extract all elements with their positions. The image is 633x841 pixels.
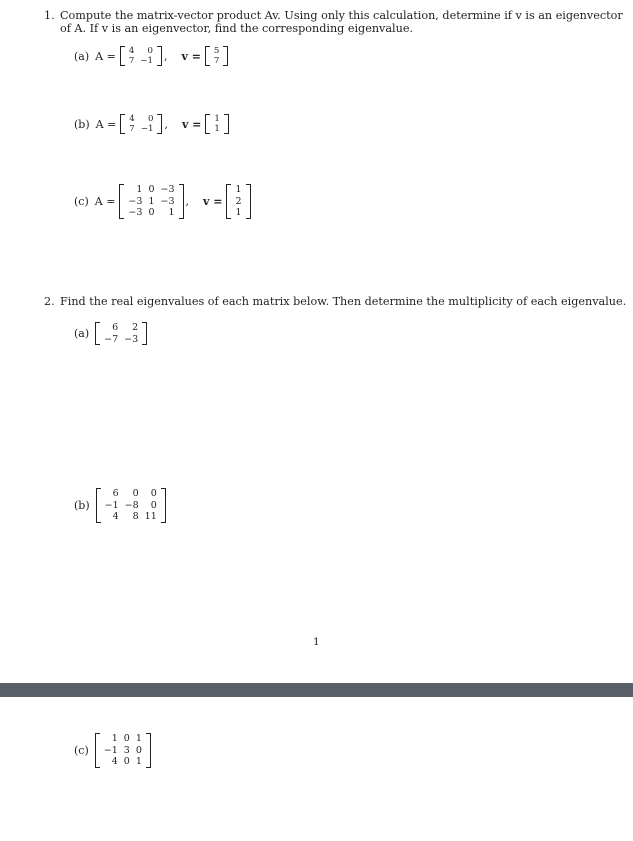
vector-v — [226, 184, 250, 219]
vector-cell: 1 — [235, 207, 242, 218]
matrix-cell: 2 — [132, 322, 139, 333]
matrix-cell: 4 — [112, 511, 119, 522]
left-bracket — [205, 114, 210, 134]
matrix-cell: 0 — [123, 733, 130, 744]
question-1-text-line1: Compute the matrix-vector product Av. Using only this calculation, determine if v is an eigenvector — [60, 9, 623, 22]
matrix-cell: 0 — [135, 744, 142, 756]
page-number: 1 — [313, 636, 320, 648]
matrix-cell: 3 — [123, 744, 130, 756]
left-bracket — [205, 46, 210, 66]
matrix-cell: 6 — [112, 322, 119, 333]
right-bracket — [161, 488, 166, 523]
matrix-cell: 7 — [129, 124, 135, 134]
matrix-cell: 4 — [111, 756, 118, 767]
part-label: (a) — [74, 49, 90, 63]
matrix-cell: −1 — [103, 744, 118, 756]
matrix-cell: −1 — [140, 124, 154, 134]
matrix-cell: 0 — [147, 46, 153, 56]
left-bracket — [95, 733, 100, 768]
vector-v — [205, 114, 228, 134]
right-bracket — [146, 733, 151, 768]
question-1-number: 1. — [44, 9, 55, 22]
matrix-cell: −1 — [104, 499, 119, 511]
matrix-a-label: A = — [95, 49, 116, 63]
matrix-cell: −3 — [160, 195, 175, 207]
matrix-cell: 4 — [129, 114, 135, 124]
comma: , — [164, 117, 168, 131]
part-1a — [74, 46, 228, 66]
left-bracket — [120, 46, 125, 66]
matrix-cell: 6 — [112, 488, 119, 499]
matrix — [95, 733, 151, 768]
matrix-cell: 1 — [135, 733, 142, 744]
matrix-cell: 1 — [168, 207, 175, 218]
vector-cell: 5 — [213, 46, 220, 56]
vector-v — [205, 46, 228, 66]
matrix-a — [120, 114, 162, 134]
matrix-a — [119, 184, 183, 219]
comma: , — [185, 194, 189, 208]
comma: , — [163, 49, 168, 63]
vector-v-label: v = — [203, 194, 223, 208]
right-bracket — [224, 114, 229, 134]
matrix-cell: 0 — [150, 488, 157, 499]
vector-cell: 1 — [235, 184, 242, 195]
part-2c — [74, 733, 151, 768]
question-2-text: Find the real eigenvalues of each matrix below. Then determine the multiplicity of each eigenvalue. — [60, 295, 627, 308]
matrix-cell: −7 — [104, 333, 119, 345]
left-bracket — [120, 114, 125, 134]
right-bracket — [179, 184, 184, 219]
part-label: (c) — [74, 743, 89, 757]
vector-cell: 7 — [213, 56, 220, 66]
vector-v-label: v = — [181, 49, 201, 63]
left-bracket — [96, 488, 101, 523]
vector-cell: 2 — [235, 195, 242, 207]
right-bracket — [142, 322, 147, 345]
matrix-a-label: A = — [94, 194, 116, 208]
left-bracket — [119, 184, 124, 219]
question-2-number: 2. — [44, 295, 55, 308]
matrix-cell: −8 — [124, 499, 139, 511]
matrix-a-label: A = — [95, 117, 117, 131]
matrix-cell: 1 — [148, 195, 155, 207]
part-2a — [74, 322, 147, 345]
right-bracket — [223, 46, 228, 66]
left-bracket — [95, 322, 100, 345]
matrix-cell: 8 — [132, 511, 139, 522]
part-label: (a) — [74, 327, 90, 340]
vector-cell: 1 — [214, 114, 220, 124]
part-label: (c) — [74, 194, 89, 208]
matrix-cell: 0 — [148, 207, 155, 218]
matrix-cell: 1 — [136, 184, 143, 195]
vector-v-label: v = — [181, 117, 202, 131]
part-label: (b) — [74, 498, 90, 512]
matrix-cell: 11 — [144, 511, 157, 522]
matrix-cell: 7 — [128, 56, 135, 66]
left-bracket — [226, 184, 231, 219]
right-bracket — [157, 114, 162, 134]
question-1 — [44, 9, 623, 22]
matrix-cell: −3 — [128, 207, 143, 218]
matrix — [95, 322, 147, 345]
matrix-cell: 1 — [111, 733, 118, 744]
vector-cell: 1 — [214, 124, 220, 134]
matrix-a — [120, 46, 162, 66]
part-2b — [74, 488, 166, 523]
matrix-cell: 1 — [135, 756, 142, 767]
part-1c — [74, 184, 251, 219]
matrix-cell: 0 — [150, 499, 157, 511]
matrix-cell: 4 — [128, 46, 135, 56]
matrix-cell: 0 — [147, 114, 154, 124]
matrix-cell: −3 — [124, 333, 139, 345]
matrix-cell: −3 — [160, 184, 175, 195]
part-label: (b) — [74, 117, 90, 131]
page-separator — [0, 683, 633, 697]
part-1b — [74, 114, 229, 134]
matrix — [96, 488, 166, 523]
right-bracket — [246, 184, 251, 219]
matrix-cell: 0 — [123, 756, 130, 767]
matrix-cell: −1 — [140, 56, 153, 66]
question-1-text-line2: of A. If v is an eigenvector, find the corresponding eigenvalue. — [60, 22, 414, 35]
matrix-cell: 0 — [148, 184, 155, 195]
matrix-cell: −3 — [128, 195, 143, 207]
matrix-cell: 0 — [132, 488, 139, 499]
page-2 — [0, 697, 633, 841]
right-bracket — [157, 46, 162, 66]
question-2 — [44, 295, 626, 308]
